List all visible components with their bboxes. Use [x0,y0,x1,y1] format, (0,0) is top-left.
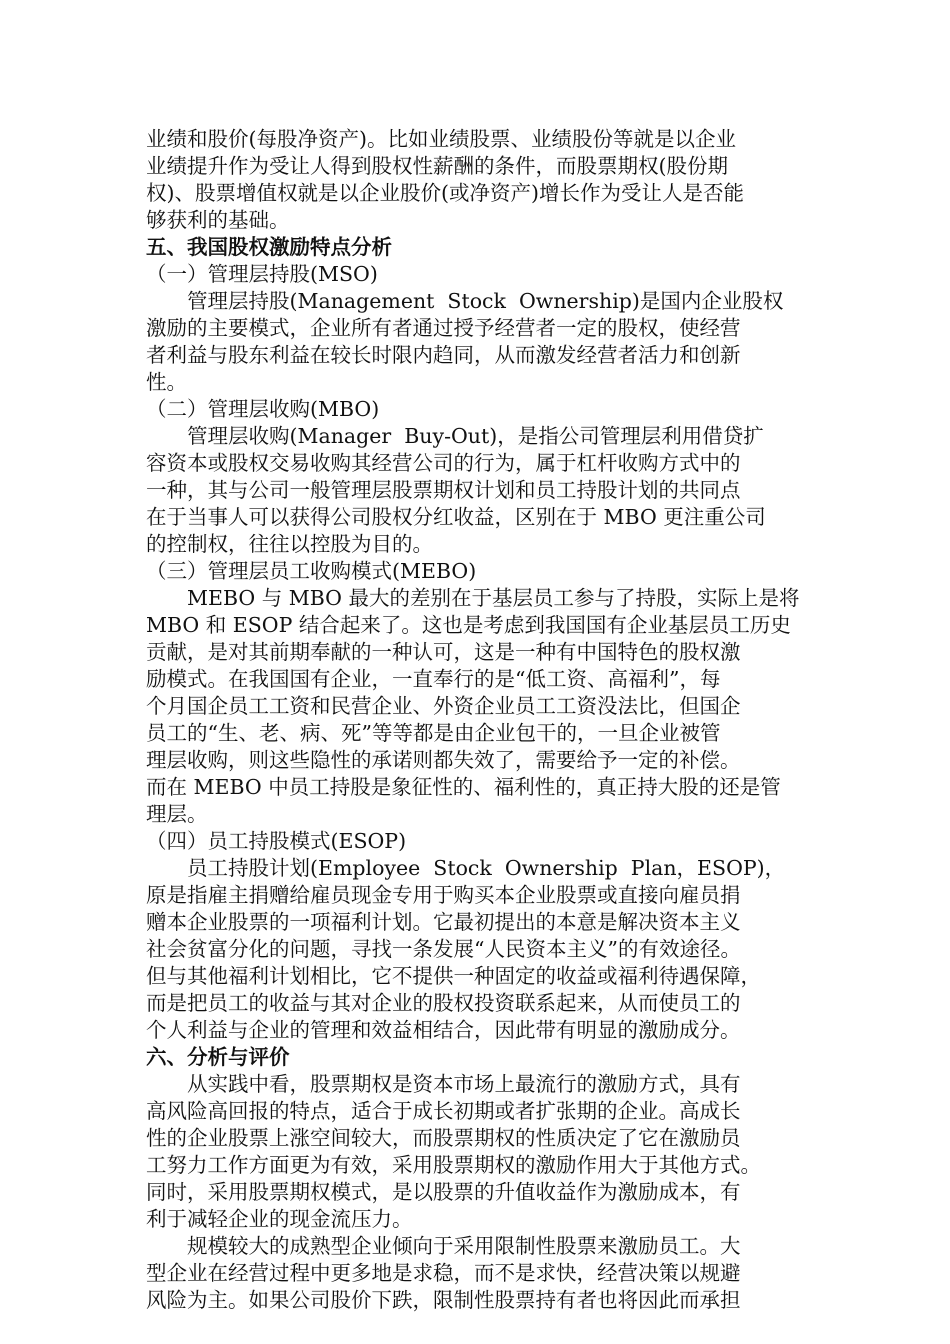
text-line: 利于减轻企业的现金流压力。 [146,1207,413,1231]
text-line: 性的企业股票上涨空间较大，而股票期权的性质决定了它在激励员 [146,1126,741,1150]
text-line: 一种，其与公司一般管理层股票期权计划和员工持股计划的共同点 [146,478,741,502]
text-line: 贡献，是对其前期奉献的一种认可，这是一种有中国特色的股权激 [146,640,741,664]
text-line: 原是指雇主捐赠给雇员现金专用于购买本企业股票或直接向雇员捐 [146,883,741,907]
text-line: 社会贫富分化的问题，寻找一条发展“人民资本主义”的有效途径。 [146,937,741,961]
paragraph-continuation [146,126,814,234]
text-line: 而是把员工的收益与其对企业的股权投资联系起来，从而使员工的 [146,991,741,1015]
text-line: 同时，采用股票期权模式，是以股票的升值收益作为激励成本，有 [146,1180,741,1204]
paragraph-mebo [146,585,814,828]
paragraph-esop [146,855,814,1044]
text-line: 业绩和股价(每股净资产)。比如业绩股票、业绩股份等就是以企业 [146,127,736,151]
text-line: 励模式。在我国国有企业，一直奉行的是“低工资、高福利”，每 [146,667,721,691]
text-line: 管理层持股(Management Stock Ownership)是国内企业股权 [187,289,784,313]
subsection-heading: （三）管理层员工收购模式(MEBO) [146,559,477,583]
text-line: 个人利益与企业的管理和效益相结合，因此带有明显的激励成分。 [146,1018,741,1042]
subsection-heading: （四）员工持股模式(ESOP) [146,829,407,853]
text-line: 在于当事人可以获得公司股权分红收益，区别在于 MBO 更注重公司 [146,505,766,529]
paragraph-evaluation-2 [146,1233,814,1314]
section-heading: 五、我国股权激励特点分析 [146,235,392,259]
text-line: 性。 [146,370,187,394]
text-line: 权)、股票增值权就是以企业股价(或净资产)增长作为受让人是否能 [146,181,744,205]
text-line: 容资本或股权交易收购其经营公司的行为，属于杠杆收购方式中的 [146,451,741,475]
paragraph-mso [146,288,814,396]
text-line: 员工的“生、老、病、死”等等都是由企业包干的，一旦企业被管 [146,721,721,745]
text-line: 但与其他福利计划相比，它不提供一种固定的收益或福利待遇保障， [146,964,761,988]
text-line: 风险为主。如果公司股价下跌，限制性股票持有者也将因此而承担 [146,1288,741,1312]
subsection-heading: （二）管理层收购(MBO) [146,397,380,421]
text-line: 管理层收购(Manager Buy-Out)，是指公司管理层利用借贷扩 [187,424,764,448]
text-line: 个月国企员工工资和民营企业、外资企业员工工资没法比，但国企 [146,694,741,718]
section-heading: 六、分析与评价 [146,1045,290,1069]
text-line: 者利益与股东利益在较长时限内趋同，从而激发经营者活力和创新 [146,343,741,367]
text-line: 的控制权，往往以控股为目的。 [146,532,433,556]
paragraph-evaluation-1 [146,1071,814,1233]
text-line: 理层收购，则这些隐性的承诺则都失效了，需要给予一定的补偿。 [146,748,741,772]
subsection-heading: （一）管理层持股(MSO) [146,262,378,286]
text-line: 型企业在经营过程中更多地是求稳，而不是求快，经营决策以规避 [146,1261,741,1285]
text-line: 规模较大的成熟型企业倾向于采用限制性股票来激励员工。大 [187,1234,741,1258]
text-line: 理层。 [146,802,208,826]
text-line: 够获利的基础。 [146,208,290,232]
text-line: 赠本企业股票的一项福利计划。它最初提出的本意是解决资本主义 [146,910,741,934]
paragraph-mbo [146,423,814,558]
document-page [146,126,814,1314]
text-line: 激励的主要模式，企业所有者通过授予经营者一定的股权，使经营 [146,316,741,340]
text-line: 员工持股计划(Employee Stock Ownership Plan，ESOP)， [187,856,786,880]
text-line: 从实践中看，股票期权是资本市场上最流行的激励方式，具有 [187,1072,741,1096]
text-line: MEBO 与 MBO 最大的差别在于基层员工参与了持股，实际上是将 [187,586,800,610]
text-line: 业绩提升作为受让人得到股权性薪酬的条件，而股票期权(股份期 [146,154,728,178]
text-line: 工努力工作方面更为有效，采用股票期权的激励作用大于其他方式。 [146,1153,761,1177]
text-line: MBO 和 ESOP 结合起来了。这也是考虑到我国国有企业基层员工历史 [146,613,791,637]
text-line: 高风险高回报的特点，适合于成长初期或者扩张期的企业。高成长 [146,1099,741,1123]
text-line: 而在 MEBO 中员工持股是象征性的、福利性的，真正持大股的还是管 [146,775,781,799]
